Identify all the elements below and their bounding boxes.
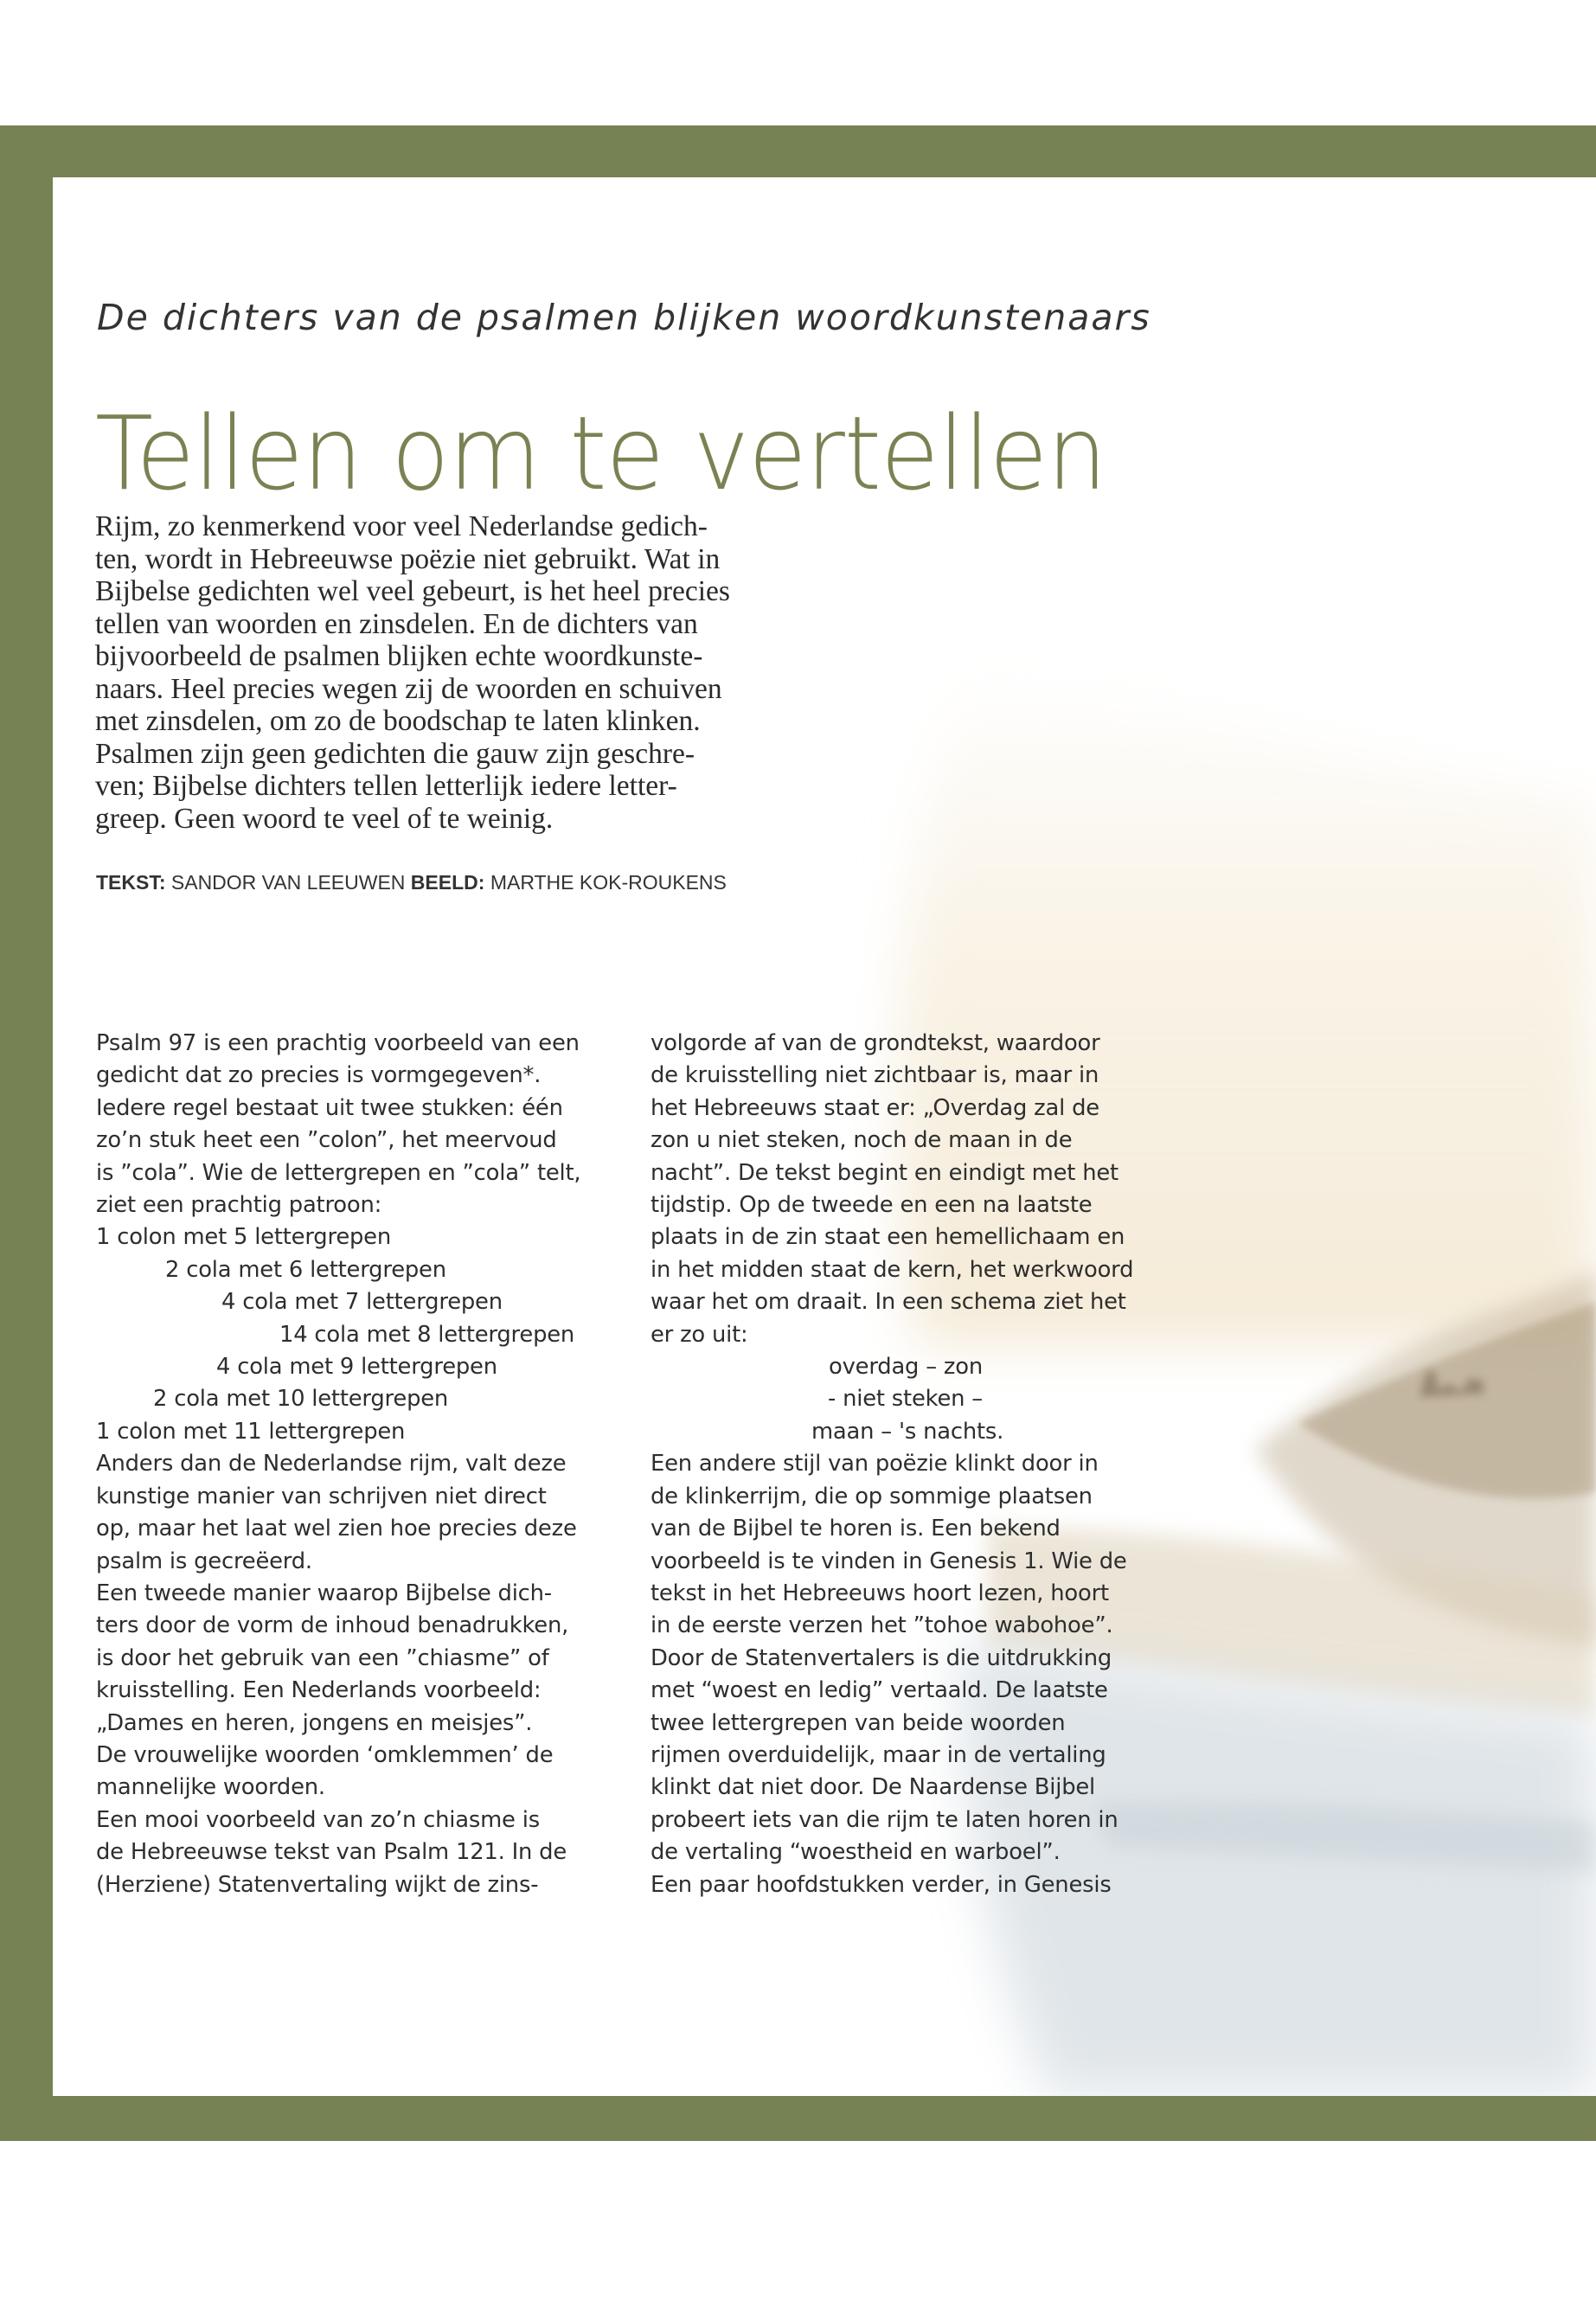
chiasm-schema-line: - niet steken – (828, 1386, 983, 1413)
body-line: is ”cola”. Wie de lettergrepen en ”cola” telt, (96, 1159, 581, 1186)
body-line: twee lettergrepen van beide woorden (651, 1709, 1066, 1736)
intro-line: ven; Bijbelse dichters tellen letterlijk iedere letter- (95, 770, 677, 802)
article-intro (95, 510, 874, 835)
body-line: de Hebreeuwse tekst van Psalm 121. In de (96, 1839, 567, 1866)
credit-text-author: SANDOR VAN LEEUWEN (170, 871, 406, 894)
body-line: voorbeeld is te vinden in Genesis 1. Wie de (651, 1548, 1127, 1574)
body-line: kunstige manier van schrijven niet direct (96, 1483, 547, 1509)
intro-line: ten, wordt in Hebreeuwse poëzie niet gebruikt. Wat in (95, 542, 721, 575)
article-credits (96, 871, 1134, 894)
body-line: De vrouwelijke woorden ‘omklemmen’ de (96, 1741, 554, 1768)
body-line: klinkt dat niet door. De Naardense Bijbel (651, 1774, 1096, 1801)
body-line: op, maar het laat wel zien hoe precies deze (96, 1516, 577, 1542)
body-line: Iedere regel bestaat uit twee stukken: één (96, 1094, 563, 1121)
body-line: probeert iets van die rijm te laten horen in (651, 1806, 1118, 1833)
body-line: met “woest en ledig” vertaald. De laatste (651, 1677, 1108, 1704)
body-line: „Dames en heren, jongens en meisjes”. (96, 1709, 533, 1736)
intro-line: Psalmen zijn geen gedichten die gauw zijn geschre- (95, 737, 695, 770)
body-line: Door de Statenvertalers is die uitdrukking (651, 1644, 1112, 1671)
body-line: kruisstelling. Een Nederlands voorbeeld: (96, 1677, 542, 1704)
body-line: Anders dan de Nederlandse rijm, valt deze (96, 1451, 567, 1477)
body-line: nacht”. De tekst begint en eindigt met het (651, 1159, 1118, 1186)
body-line: ters door de vorm de inhoud benadrukken, (96, 1612, 569, 1639)
body-line: Een tweede manier waarop Bijbelse dich- (96, 1580, 552, 1606)
body-line: plaats in de zin staat een hemellichaam en (651, 1224, 1125, 1251)
body-line: rijmen overduidelijk, maar in de vertaling (651, 1741, 1106, 1768)
body-line: psalm is gecreëerd. (96, 1548, 312, 1574)
body-line: tekst in het Hebreeuws hoort lezen, hoort (651, 1580, 1109, 1606)
body-line: van de Bijbel te horen is. Een bekend (651, 1516, 1061, 1542)
body-line: het Hebreeuws staat er: „Overdag zal de (651, 1094, 1099, 1121)
body-line: zo’n stuk heet een ”colon”, het meervoud (96, 1127, 557, 1154)
chiasm-schema-line: maan – 's nachts. (811, 1418, 1004, 1445)
body-line: waar het om draait. In een schema ziet het (651, 1289, 1126, 1316)
body-line: er zo uit: (651, 1321, 748, 1348)
body-line: in de eerste verzen het ”tohoe wabohoe”. (651, 1612, 1113, 1639)
body-line: Een andere stijl van poëzie klinkt door in (651, 1451, 1099, 1477)
body-line: de vertaling “woestheid en warboel”. (651, 1839, 1061, 1866)
syllable-pattern-line: 1 colon met 5 lettergrepen (96, 1224, 391, 1251)
body-line: volgorde af van de grondtekst, waardoor (651, 1030, 1100, 1056)
intro-line: tellen van woorden en zinsdelen. En de dichters van (95, 607, 698, 640)
syllable-pattern-line: 4 cola met 7 lettergrepen (221, 1289, 503, 1316)
body-line: ziet een prachtig patroon: (96, 1192, 382, 1219)
intro-line: bijvoorbeeld de psalmen blijken echte woordkunste- (95, 640, 703, 672)
body-line: gedicht dat zo precies is vormgegeven*. (96, 1062, 542, 1089)
syllable-pattern-line: 4 cola met 9 lettergrepen (216, 1354, 497, 1381)
intro-line: naars. Heel precies wegen zij de woorden en schuiven (95, 672, 722, 705)
body-line: Een paar hoofdstukken verder, in Genesis (651, 1871, 1112, 1898)
chiasm-schema-line: overdag – zon (829, 1354, 984, 1381)
body-line: zon u niet steken, noch de maan in de (651, 1127, 1073, 1154)
intro-line: Bijbelse gedichten wel veel gebeurt, is het heel precies (95, 575, 730, 607)
body-column-left (96, 1028, 650, 1901)
body-line: Psalm 97 is een prachtig voorbeeld van een (96, 1030, 580, 1056)
intro-line: Rijm, zo kenmerkend voor veel Nederlandse gedich- (95, 510, 708, 542)
body-column-right (651, 1028, 1204, 1901)
body-line: is door het gebruik van een ”chiasme” of (96, 1644, 549, 1671)
body-line: de klinkerrijm, die op sommige plaatsen (651, 1483, 1093, 1509)
syllable-pattern-line: 14 cola met 8 lettergrepen (279, 1321, 575, 1348)
body-line: mannelijke woorden. (96, 1774, 325, 1801)
intro-line: greep. Geen woord te veel of te weinig. (95, 802, 554, 835)
body-line: tijdstip. Op de tweede en een na laatste (651, 1192, 1093, 1219)
credit-text-label: TEKST: (96, 871, 166, 894)
body-line: de kruisstelling niet zichtbaar is, maar in (651, 1062, 1099, 1089)
syllable-pattern-line: 1 colon met 11 lettergrepen (96, 1418, 406, 1445)
credit-image-label: BEELD: (410, 871, 485, 894)
body-line: Een mooi voorbeeld van zo’n chiasme is (96, 1806, 540, 1833)
body-line: in het midden staat de kern, het werkwoord (651, 1256, 1134, 1283)
body-line: (Herziene) Statenvertaling wijkt de zins- (96, 1871, 539, 1898)
article-kicker: De dichters van de psalmen blijken woordkunstenaars (97, 297, 1151, 338)
syllable-pattern-line: 2 cola met 10 lettergrepen (153, 1386, 449, 1413)
article-title: Tellen om te vertellen (95, 394, 1106, 513)
intro-line: met zinsdelen, om zo de boodschap te laten klinken. (95, 705, 701, 737)
credit-image-author: MARTHE KOK-ROUKENS (490, 871, 727, 894)
syllable-pattern-line: 2 cola met 6 lettergrepen (165, 1256, 446, 1283)
